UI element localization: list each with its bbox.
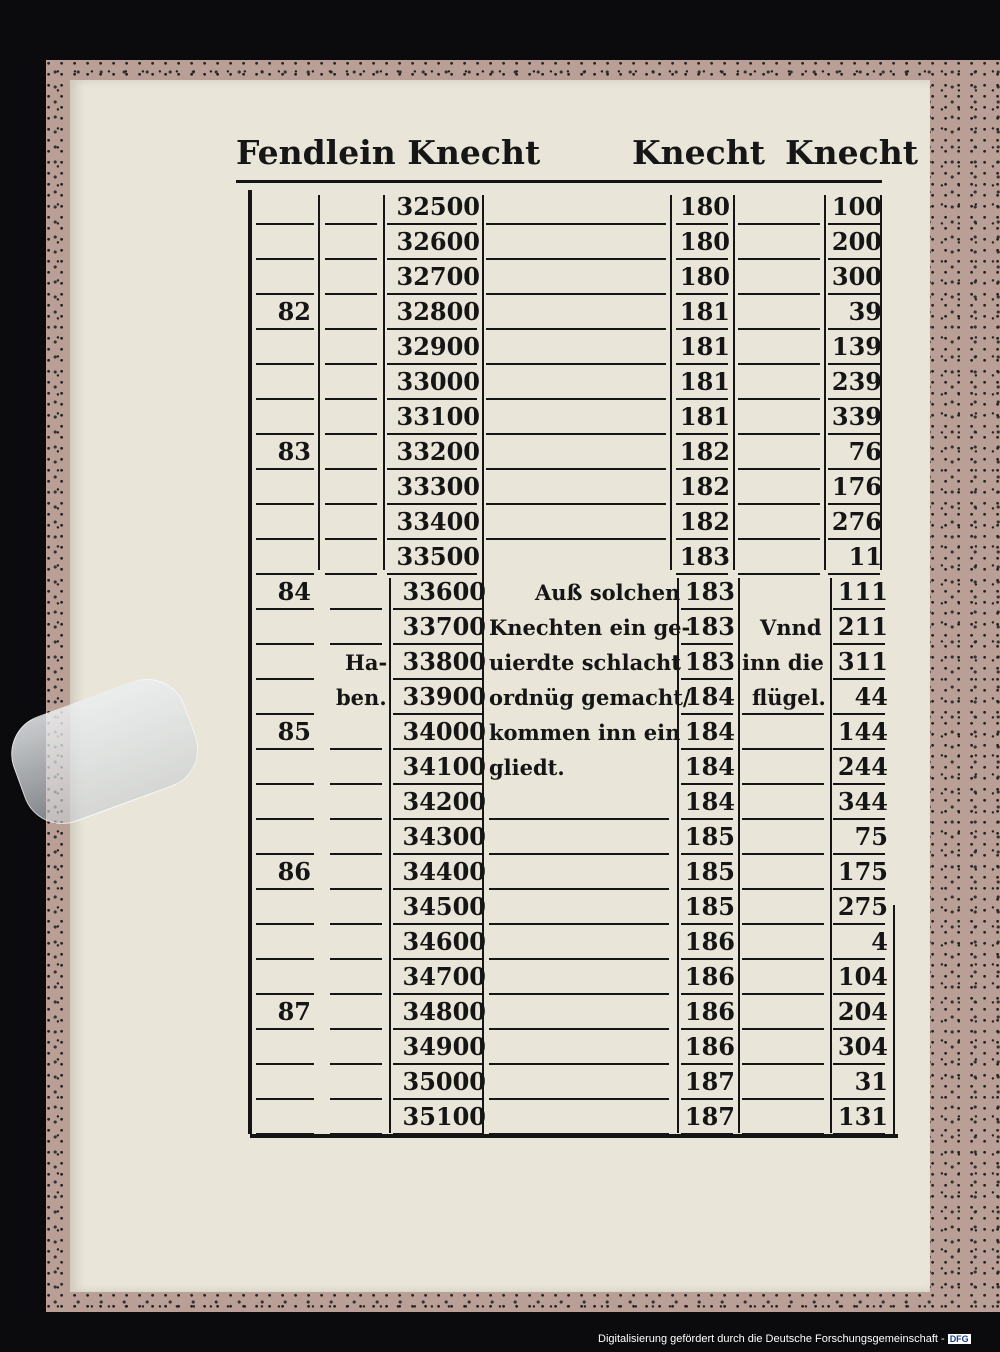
row-men-4: 181 [679,332,730,361]
row-rule-a-25 [256,1098,314,1100]
row-rule-d-3 [486,328,666,330]
row-rest-23: 204 [837,997,888,1026]
row-value-14: 33900 [402,682,486,711]
row-men-22: 186 [684,962,735,991]
row-rule-d-7 [486,468,666,470]
row-rule-a-21 [256,958,314,960]
row-men-8: 182 [679,472,730,501]
row-rule-c-10 [325,573,377,575]
row-value-9: 33400 [396,507,480,536]
row-rule-d-25 [489,1098,669,1100]
row-rule-c-3 [325,328,377,330]
row-rest-9: 276 [831,507,882,536]
row-index-3: 82 [277,297,311,326]
row-rest-19: 175 [837,857,888,886]
row-rest-5: 239 [831,367,882,396]
row-rule-d-9 [486,538,666,540]
row-rule-a-9 [256,538,314,540]
side-note-line2: ben. [336,685,387,710]
row-rest-10: 11 [848,542,882,571]
row-value-7: 33200 [396,437,480,466]
row-value-10: 33500 [396,542,480,571]
row-rule-c-15 [330,748,382,750]
row-value-13: 33800 [402,647,486,676]
row-value-15: 34000 [402,717,486,746]
col-line-right2 [893,905,895,1135]
row-rule-c-2 [325,293,377,295]
row-rule-c-21 [330,958,382,960]
row-rule-f-3 [738,328,820,330]
row-men-26: 187 [684,1102,735,1131]
row-rule-d-23 [489,1028,669,1030]
row-rule-e-26 [681,1133,733,1135]
row-men-10: 183 [679,542,730,571]
row-men-19: 185 [684,857,735,886]
row-men-23: 186 [684,997,735,1026]
row-rule-d-2 [486,293,666,295]
row-rule-c-16 [330,783,382,785]
row-rest-2: 300 [831,262,882,291]
row-rule-f-17 [742,818,824,820]
row-index-19: 86 [277,857,311,886]
side-note-line1: Ha- [345,650,388,675]
row-value-5: 33000 [396,367,480,396]
row-rule-f-0 [738,223,820,225]
row-rule-c-26 [330,1133,382,1135]
row-value-19: 34400 [402,857,486,886]
row-value-6: 33100 [396,402,480,431]
row-rest-26: 131 [837,1102,888,1131]
row-rest-21: 4 [871,927,888,956]
row-rule-c-25 [330,1098,382,1100]
row-index-7: 83 [277,437,311,466]
row-rule-a-13 [256,678,314,680]
row-men-21: 186 [684,927,735,956]
row-value-17: 34200 [402,787,486,816]
header-mid: Knecht [632,133,765,172]
header-left: Fendlein Knecht [236,133,541,172]
row-rule-a-12 [256,643,314,645]
dfg-logo: DFG [949,1334,969,1344]
row-rule-c-7 [325,468,377,470]
col-line-b1 [383,195,385,570]
row-men-13: 183 [684,647,735,676]
row-value-23: 34800 [402,997,486,1026]
row-rule-f-25 [742,1098,824,1100]
row-index-23: 87 [277,997,311,1026]
middle-text-line1: Auß solchen [535,580,681,605]
row-rule-c-12 [330,643,382,645]
row-men-6: 181 [679,402,730,431]
row-rule-f-15 [742,748,824,750]
row-rest-16: 244 [837,752,888,781]
row-men-11: 183 [684,577,735,606]
row-rest-4: 139 [831,332,882,361]
row-rest-12: 211 [837,612,888,641]
col-line-b2 [389,578,391,1133]
row-rule-d-8 [486,503,666,505]
col-line-left [248,190,252,1134]
row-rule-d-22 [489,993,669,995]
col-line-d1 [670,195,672,570]
row-rule-f-16 [742,783,824,785]
footer-credit [598,1333,971,1351]
row-rule-a-26 [256,1133,314,1135]
col-line-e2 [738,578,740,1133]
row-rule-f-20 [742,923,824,925]
row-rule-f-10 [738,573,820,575]
row-men-15: 184 [684,717,735,746]
col-line-e1 [733,195,735,570]
right-note-line1: Vnnd [760,615,822,640]
row-rule-a-0 [256,223,314,225]
header-right: Knecht [785,133,918,172]
row-rule-f-6 [738,433,820,435]
row-rule-a-5 [256,398,314,400]
row-rule-a-17 [256,818,314,820]
row-rule-g-26 [833,1133,885,1135]
row-rule-a-15 [256,748,314,750]
row-rest-3: 39 [848,297,882,326]
row-men-9: 182 [679,507,730,536]
row-index-11: 84 [277,577,311,606]
row-rule-c-1 [325,258,377,260]
row-rule-c-24 [330,1063,382,1065]
row-men-17: 184 [684,787,735,816]
middle-text-line3: uierdte schlacht [489,650,681,675]
row-value-1: 32600 [396,227,480,256]
row-value-25: 35000 [402,1067,486,1096]
row-rule-d-6 [486,433,666,435]
row-men-20: 185 [684,892,735,921]
row-men-24: 186 [684,1032,735,1061]
row-rule-f-22 [742,993,824,995]
row-rest-0: 100 [831,192,882,221]
row-rule-c-0 [325,223,377,225]
row-rule-f-7 [738,468,820,470]
row-rest-17: 344 [837,787,888,816]
row-rest-24: 304 [837,1032,888,1061]
row-value-18: 34300 [402,822,486,851]
row-rule-c-11 [330,608,382,610]
row-rule-c-4 [325,363,377,365]
row-men-2: 180 [679,262,730,291]
row-rule-a-20 [256,923,314,925]
row-rule-c-22 [330,993,382,995]
middle-text-line4: ordnüg gemacht/ [489,685,691,710]
row-rule-a-8 [256,503,314,505]
row-value-22: 34700 [402,962,486,991]
footer-text: Digitalisierung gefördert durch die Deutsche Forschungsgemeinschaft - [598,1333,945,1345]
row-rule-d-0 [486,223,666,225]
row-rule-c-19 [330,888,382,890]
row-men-14: 184 [684,682,735,711]
row-men-7: 182 [679,437,730,466]
row-rule-d-19 [489,888,669,890]
row-value-24: 34900 [402,1032,486,1061]
row-rule-c-9 [325,538,377,540]
row-value-12: 33700 [402,612,486,641]
right-note-line3: flügel. [752,685,826,710]
row-men-18: 185 [684,822,735,851]
row-rule-f-9 [738,538,820,540]
row-rule-d-5 [486,398,666,400]
row-rule-c-17 [330,818,382,820]
row-rule-d-20 [489,923,669,925]
row-rule-f-5 [738,398,820,400]
row-rule-c-23 [330,1028,382,1030]
row-rest-22: 104 [837,962,888,991]
row-rule-a-16 [256,783,314,785]
row-value-16: 34100 [402,752,486,781]
row-rest-18: 75 [854,822,888,851]
row-men-3: 181 [679,297,730,326]
row-value-0: 32500 [396,192,480,221]
row-rule-a-1 [256,258,314,260]
row-rest-8: 176 [831,472,882,501]
row-rule-a-4 [256,363,314,365]
row-rest-11: 111 [837,577,888,606]
row-rule-f-2 [738,293,820,295]
row-rule-a-7 [256,468,314,470]
row-rule-b-26 [393,1133,483,1135]
middle-text-line5: kommen inn ein [489,720,681,745]
row-rule-f-24 [742,1063,824,1065]
row-rule-f-19 [742,888,824,890]
row-index-15: 85 [277,717,311,746]
row-rule-a-11 [256,608,314,610]
row-rest-6: 339 [831,402,882,431]
row-rule-a-19 [256,888,314,890]
row-rule-f-1 [738,258,820,260]
row-rule-d-4 [486,363,666,365]
row-rule-f-8 [738,503,820,505]
row-value-3: 32800 [396,297,480,326]
row-rule-d-17 [489,818,669,820]
row-rule-c-8 [325,503,377,505]
row-rest-1: 200 [831,227,882,256]
middle-text-line2: Knechten ein ge- [489,615,691,640]
row-rule-c-18 [330,853,382,855]
row-value-11: 33600 [402,577,486,606]
row-rule-f-21 [742,958,824,960]
row-rule-d-26 [489,1133,669,1135]
row-rule-c-6 [325,433,377,435]
row-rest-13: 311 [837,647,888,676]
row-rule-f-4 [738,363,820,365]
row-value-4: 32900 [396,332,480,361]
row-rule-a-24 [256,1063,314,1065]
row-rule-a-3 [256,328,314,330]
row-rest-20: 275 [837,892,888,921]
row-rule-d-18 [489,853,669,855]
middle-text-line6: gliedt. [489,755,565,780]
row-rule-c-5 [325,398,377,400]
row-value-8: 33300 [396,472,480,501]
row-rest-25: 31 [854,1067,888,1096]
top-rule [236,180,882,183]
row-rule-d-24 [489,1063,669,1065]
row-rule-c-20 [330,923,382,925]
row-men-0: 180 [679,192,730,221]
row-men-16: 184 [684,752,735,781]
row-rule-f-18 [742,853,824,855]
row-men-25: 187 [684,1067,735,1096]
col-line-a [318,195,320,570]
row-rest-15: 144 [837,717,888,746]
row-value-26: 35100 [402,1102,486,1131]
row-men-12: 183 [684,612,735,641]
row-value-20: 34500 [402,892,486,921]
row-men-1: 180 [679,227,730,256]
right-note-line2: inn die [742,650,824,675]
row-men-5: 181 [679,367,730,396]
row-value-2: 32700 [396,262,480,291]
row-rest-7: 76 [848,437,882,466]
row-rule-f-26 [742,1133,824,1135]
row-rule-f-23 [742,1028,824,1030]
row-rule-d-21 [489,958,669,960]
row-value-21: 34600 [402,927,486,956]
row-rest-14: 44 [854,682,888,711]
row-rule-a-23 [256,1028,314,1030]
row-rule-d-1 [486,258,666,260]
